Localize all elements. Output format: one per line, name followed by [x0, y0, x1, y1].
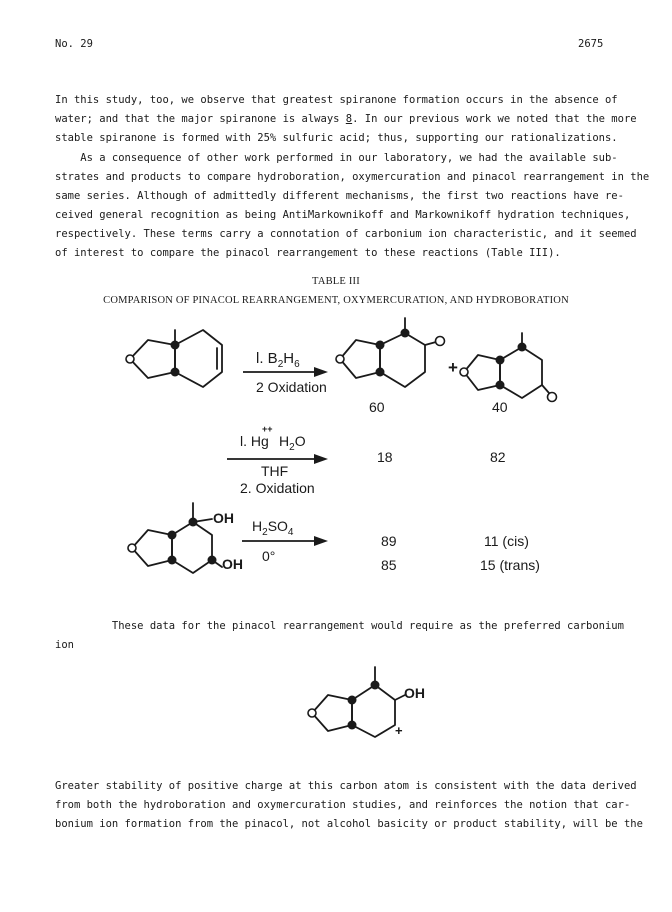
paragraph-1-line-1: In this study, too, we observe that greatest spiranone formation occurs in the absence of [55, 94, 618, 106]
paragraph-4-line-3: bonium ion formation from the pinacol, not alcohol basicity or product stability, will be the [55, 818, 643, 830]
row3-yield-b1: 11 (cis) [484, 533, 529, 549]
ketone-product-b-structure [464, 333, 549, 398]
table-label: TABLE III [312, 276, 360, 287]
table-caption: COMPARISON OF PINACOL REARRANGEMENT, OXYMERCURATION, AND HYDROBORATION [103, 295, 569, 306]
page-number: 2675 [578, 38, 604, 50]
paragraph-4-line-1: Greater stability of positive charge at this carbon atom is consistent with the data derived [55, 780, 637, 792]
row3-yield-b2: 15 (trans) [480, 557, 540, 573]
diol-oh-top: OH [213, 510, 234, 526]
paragraph-2-line-6: of interest to compare the pinacol rearrangement to these reactions (Table III). [55, 247, 561, 259]
row3-yield-a1: 89 [381, 533, 397, 549]
paragraph-2-line-5: respectively. These terms carry a connotation of carbonium ion characteristic, and it seemed [55, 228, 637, 240]
row2-yield-b: 82 [490, 449, 506, 465]
journal-issue: No. 29 [55, 38, 93, 50]
row3-reagent-temperature: 0° [262, 548, 276, 564]
row3-reagent-sulfuric-acid: $H_2SO_4$ [252, 518, 294, 538]
compound-reference: 8 [345, 113, 353, 125]
paragraph-1-line-2: water; and that the major spiranone is always 8. In our previous work we noted that the more [55, 113, 637, 125]
diol-oh-bottom: OH [222, 556, 243, 572]
paragraph-1-line-3: stable spiranone is formed with 25% sulfuric acid; thus, supporting our rationalizations. [55, 132, 618, 144]
cation-charge: + [395, 723, 403, 738]
paragraph-3-line-2: ion [55, 639, 74, 651]
row2-reagent-thf: THF [261, 463, 289, 479]
paragraph-4-line-2: from both the hydroboration and oxymercuration studies, and reinforces the notion that car- [55, 799, 631, 811]
row1-reagent-borane: l. $B_2H_6$ [256, 350, 300, 370]
row1-yield-a: 60 [369, 399, 385, 415]
plus-sign: + [448, 358, 458, 377]
row2-reagent-oxidation: 2. Oxidation [240, 480, 315, 496]
row1-yield-b: 40 [492, 399, 508, 415]
cation-oh-label: OH [404, 685, 425, 701]
paragraph-2-line-1: As a consequence of other work performed in our laboratory, we had the available sub- [55, 152, 618, 164]
mercury-charge: ++ [262, 424, 273, 434]
starting-alkene-structure [130, 330, 222, 387]
row2-yield-a: 18 [377, 449, 393, 465]
row2-reagent-water: $H_2O$ [279, 433, 306, 453]
carbonium-ion-structure [312, 667, 405, 737]
row1-reagent-oxidation: 2 Oxidation [256, 379, 327, 395]
ketone-product-a-structure [340, 318, 436, 387]
row2-reagent-mercury: l. Hg [240, 433, 269, 449]
paragraph-2-line-4: ceived general recognition as being AntiMarkownikoff and Markownikoff hydration techniques, [55, 209, 631, 221]
paragraph-2-line-2: strates and products to compare hydroboration, oxymercuration and pinacol rearrangement in the [55, 171, 650, 183]
paragraph-3-line-1: These data for the pinacol rearrangement would require as the preferred carbonium [55, 620, 624, 632]
paragraph-2-line-3: same series. Although of admittedly different mechanisms, the first two reactions have re- [55, 190, 624, 202]
row3-yield-a2: 85 [381, 557, 397, 573]
